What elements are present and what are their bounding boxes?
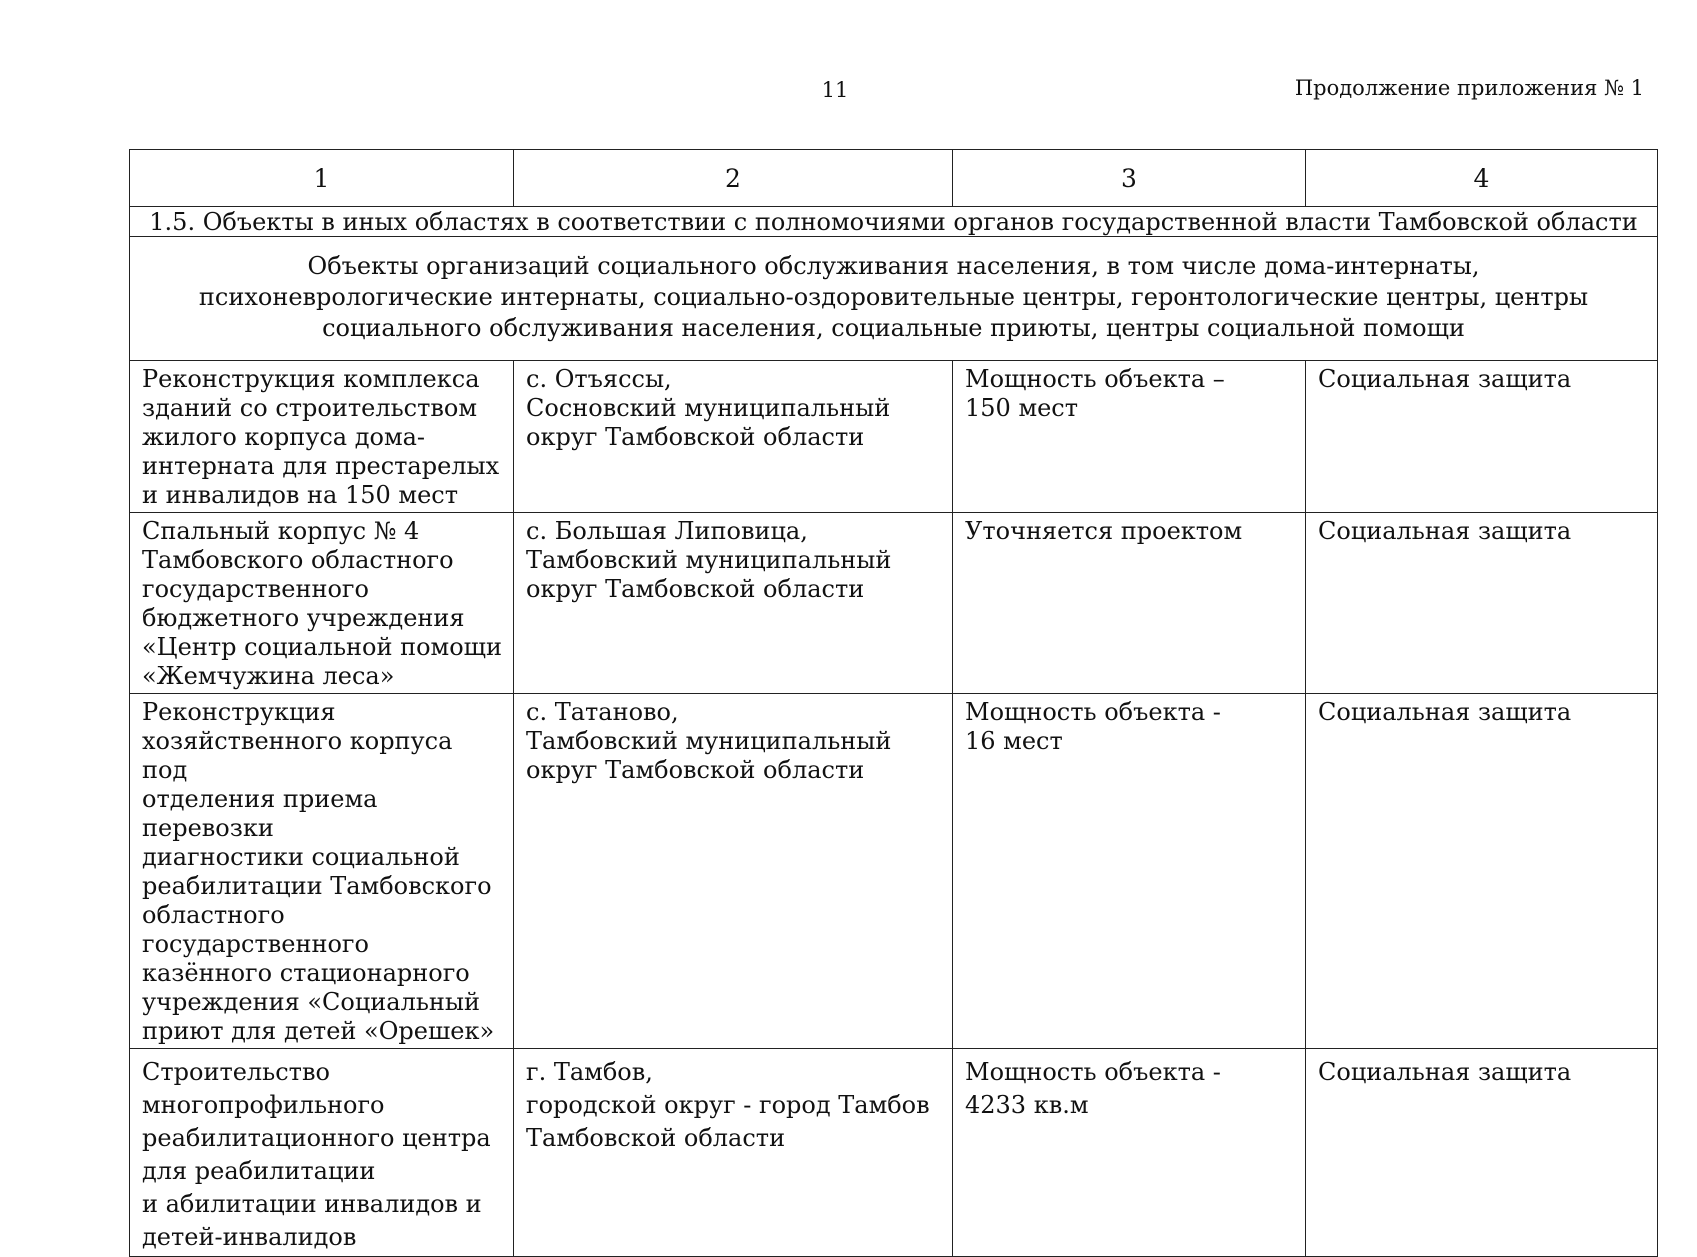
purpose-cell [1306,1049,1658,1257]
object-capacity: Уточняется проектом [965,517,1243,545]
table-row [130,361,1658,513]
capacity-cell [953,1049,1306,1257]
location-cell [514,513,953,694]
location-cell [514,1049,953,1257]
capacity-cell [953,694,1306,1049]
table-row [130,1049,1658,1257]
subsection-title-row [130,237,1658,361]
capacity-cell [953,513,1306,694]
object-capacity: Мощность объекта - 4233 кв.м [965,1058,1221,1119]
subsection-title: Объекты организаций социального обслуживания населения, в том числе дома-интернаты, психоневрологические интернаты, социально-оздоровительные центры, геронтологические центры, центры социального обслуживания населения, социальные приюты, центры социальной помощи [130,237,1658,361]
object-location: с. Татаново, Тамбовский муниципальный округ Тамбовской области [526,698,892,784]
column-header-3: 3 [953,150,1306,207]
location-cell [514,694,953,1049]
purpose-cell [1306,361,1658,513]
object-capacity: Мощность объекта – 150 мест [965,365,1225,422]
object-location: с. Отъяссы, Сосновский муниципальный округ Тамбовской области [526,365,891,451]
location-cell [514,361,953,513]
object-cell [130,361,514,513]
object-cell [130,513,514,694]
object-purpose: Социальная защита [1318,698,1572,726]
object-location: с. Большая Липовица, Тамбовский муниципальный округ Тамбовской области [526,517,892,603]
page-number: 11 [821,78,849,102]
object-name: Строительство многопрофильного реабилитационного центра для реабилитации и абилитации инвалидов и детей-инвалидов [142,1058,491,1251]
object-location: г. Тамбов, городской округ - город Тамбов Тамбовской области [526,1058,930,1152]
purpose-cell [1306,513,1658,694]
object-name: Реконструкция хозяйственного корпуса под отделения приема перевозки диагностики социальной реабилитации Тамбовского областного государственного казённого стационарного учреждения «Социальный приют для детей «Орешек» [142,698,495,1045]
purpose-cell [1306,694,1658,1049]
object-cell [130,1049,514,1257]
object-purpose: Социальная защита [1318,365,1572,393]
object-purpose: Социальная защита [1318,517,1572,545]
objects-table [129,149,1658,1257]
column-header-1: 1 [130,150,514,207]
table-header-row [130,150,1658,207]
object-cell [130,694,514,1049]
table-row [130,694,1658,1049]
object-name: Реконструкция комплекса зданий со строительством жилого корпуса дома- интерната для престарелых и инвалидов на 150 мест [142,365,500,509]
capacity-cell [953,361,1306,513]
table-row [130,513,1658,694]
column-header-2: 2 [514,150,953,207]
object-capacity: Мощность объекта - 16 мест [965,698,1221,755]
object-purpose: Социальная защита [1318,1058,1572,1086]
section-title: 1.5. Объекты в иных областях в соответствии с полномочиями органов государственной власти Тамбовской области [130,207,1658,237]
page-caption: Продолжение приложения № 1 [1294,76,1644,100]
section-title-row [130,207,1658,237]
column-header-4: 4 [1306,150,1658,207]
object-name: Спальный корпус № 4 Тамбовского областного государственного бюджетного учреждения «Центр социальной помощи «Жемчужина леса» [142,517,502,690]
